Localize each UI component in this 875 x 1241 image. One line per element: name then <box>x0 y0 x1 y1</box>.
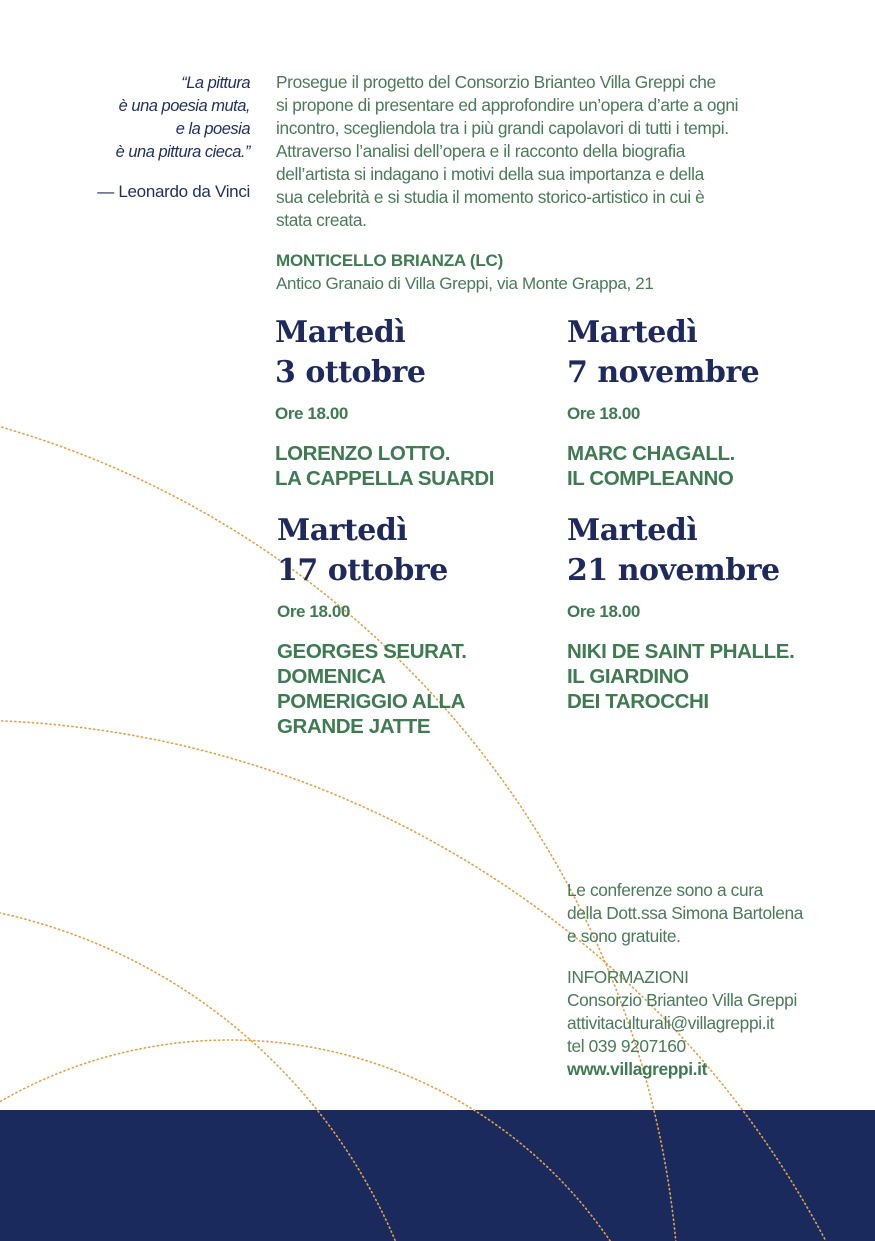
quote-line: è una pittura cieca.” <box>115 143 250 161</box>
intro-line: incontro, scegliendola tra i più grandi capolavori di tutti i tempi. <box>276 118 729 138</box>
event-day: Martedì <box>567 513 698 548</box>
event-date <box>275 313 555 393</box>
venue-name: MONTICELLO BRIANZA (LC) <box>276 251 504 270</box>
event-title-line: LA CAPPELLA SUARDI <box>275 467 495 490</box>
event-card <box>277 511 557 739</box>
credits-line: Le conferenze sono a cura <box>567 880 763 900</box>
event-day: Martedì <box>277 513 408 548</box>
info-email-link[interactable]: attivitaculturali@villagreppi.it <box>567 1013 775 1033</box>
event-title-line: NIKI DE SAINT PHALLE. <box>567 640 795 663</box>
event-title-line: GEORGES SEURAT. <box>277 640 467 663</box>
quote <box>116 72 250 164</box>
event-title <box>277 639 557 739</box>
intro-line: si propone di presentare ed approfondire un’opera d’arte a ogni <box>276 95 739 115</box>
event-date-text: 7 novembre <box>567 355 760 390</box>
footer-band <box>0 1110 875 1241</box>
event-time: Ore 18.00 <box>567 602 640 621</box>
event-time: Ore 18.00 <box>277 602 350 621</box>
event-date <box>567 511 867 591</box>
credits <box>567 879 803 948</box>
event-date-text: 17 ottobre <box>277 553 448 588</box>
event-title-line: LORENZO LOTTO. <box>275 442 451 465</box>
event-date <box>277 511 557 591</box>
quote-author: — Leonardo da Vinci <box>97 182 250 201</box>
venue-address: Antico Granaio di Villa Greppi, via Monte Grappa, 21 <box>276 274 654 293</box>
quote-line: “La pittura <box>181 74 250 92</box>
event-title-line: IL GIARDINO <box>567 665 689 688</box>
credits-line: e sono gratuite. <box>567 926 681 946</box>
event-card <box>567 313 847 491</box>
intro-line: sua celebrità e si studia il momento storico-artistico in cui è <box>276 187 705 207</box>
quote-line: è una poesia muta, <box>118 97 250 115</box>
intro-line: stata creata. <box>276 210 367 230</box>
info-phone: tel 039 9207160 <box>567 1036 686 1056</box>
event-title-line: DEI TAROCCHI <box>567 690 709 713</box>
website-link[interactable]: www.villagreppi.it <box>567 1059 707 1079</box>
event-title-line: MARC CHAGALL. <box>567 442 735 465</box>
event-card <box>275 313 555 491</box>
intro-paragraph <box>276 71 796 232</box>
event-title-line: GRANDE JATTE <box>277 715 431 738</box>
event-title <box>275 441 555 491</box>
event-day: Martedì <box>275 315 406 350</box>
event-title-line: DOMENICA <box>277 665 386 688</box>
info-organization: Consorzio Brianteo Villa Greppi <box>567 990 797 1010</box>
event-time: Ore 18.00 <box>275 404 348 423</box>
credits-line: della Dott.ssa Simona Bartolena <box>567 903 804 923</box>
event-title-line: POMERIGGIO ALLA <box>277 690 465 713</box>
event-title <box>567 441 847 491</box>
event-title <box>567 639 867 714</box>
info-block <box>567 966 797 1081</box>
intro-line: Attraverso l’analisi dell’opera e il racconto della biografia <box>276 141 685 161</box>
intro-line: dell’artista si indagano i motivi della sua importanza e della <box>276 164 704 184</box>
intro-line: Prosegue il progetto del Consorzio Brianteo Villa Greppi che <box>276 72 716 92</box>
info-heading: INFORMAZIONI <box>567 967 689 987</box>
event-time: Ore 18.00 <box>567 404 640 423</box>
event-card <box>567 511 867 714</box>
quote-line: e la poesia <box>175 120 250 138</box>
event-title-line: IL COMPLEANNO <box>567 467 734 490</box>
event-date-text: 21 novembre <box>567 553 780 588</box>
event-day: Martedì <box>567 315 698 350</box>
event-date-text: 3 ottobre <box>275 355 426 390</box>
event-date <box>567 313 847 393</box>
